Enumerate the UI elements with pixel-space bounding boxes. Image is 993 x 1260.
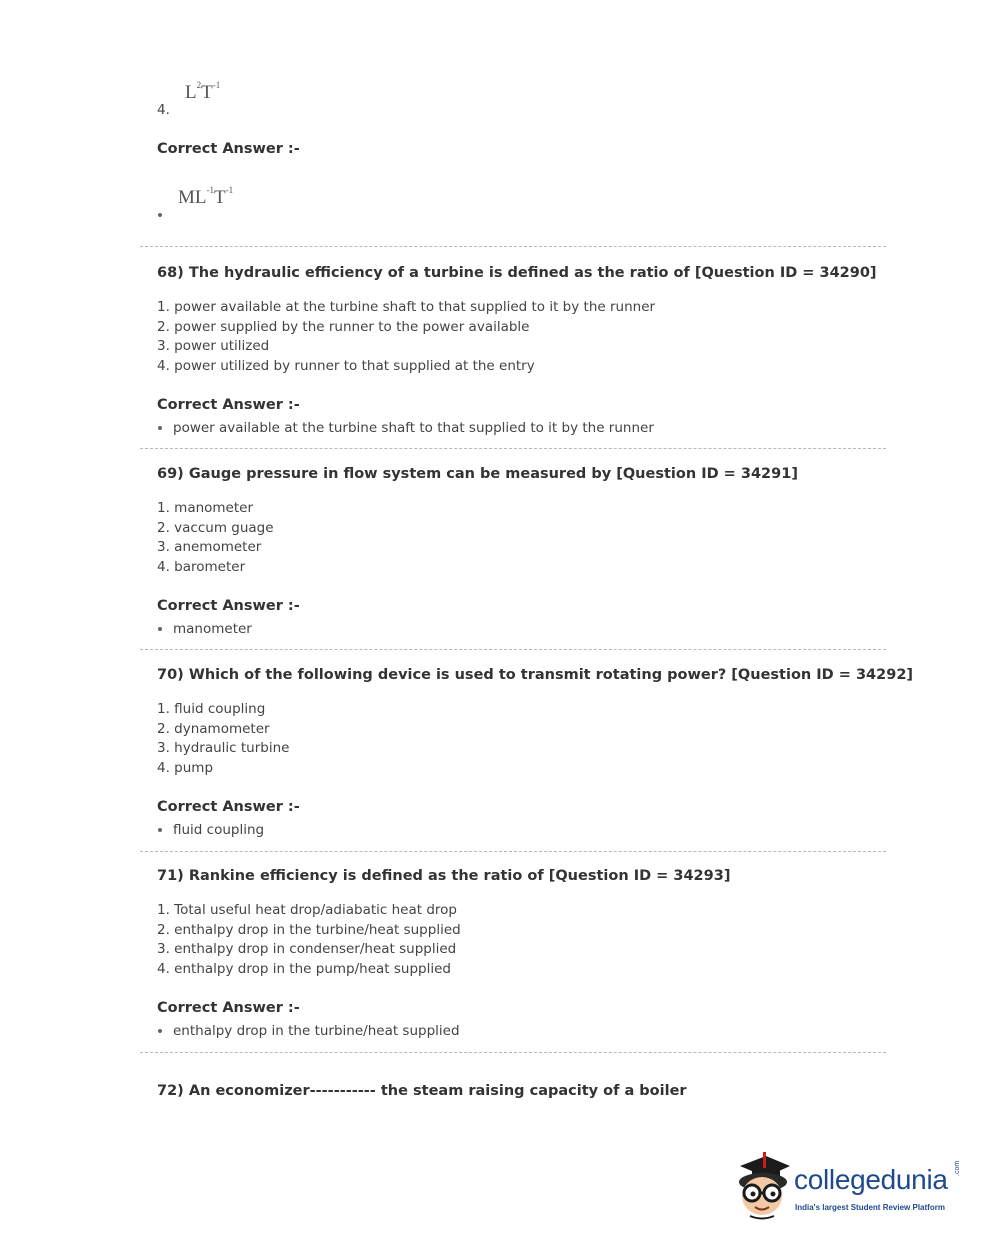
question-header: 71) Rankine efficiency is defined as the ratio of [Question ID = 34293]: [157, 868, 731, 884]
option-item: 2. power supplied by the runner to the power available: [157, 318, 530, 335]
question-divider: [140, 246, 886, 247]
answer-formula: $ML^{-1}T^{-1}$: [178, 185, 234, 208]
answer-bullet: [158, 213, 162, 217]
correct-answer: power available at the turbine shaft to that supplied to it by the runner: [157, 420, 654, 436]
question-divider: [140, 448, 886, 449]
question-header: 68) The hydraulic efficiency of a turbine is defined as the ratio of [Question ID = 34290]: [157, 265, 877, 281]
options-list: [157, 298, 655, 376]
option-item: 4. barometer: [157, 558, 246, 575]
options-list: [157, 499, 274, 577]
options-list: [157, 901, 461, 979]
option-item: 2. vaccum guage: [157, 519, 274, 536]
bullet-icon: [158, 426, 162, 430]
bullet-icon: [158, 1029, 162, 1033]
option-item: 4. power utilized by runner to that supplied at the entry: [157, 357, 535, 374]
option-item: 4. pump: [157, 759, 214, 776]
options-list: [157, 700, 289, 778]
option-item: 3. hydraulic turbine: [157, 740, 290, 757]
option-item: 1. Total useful heat drop/adiabatic heat drop: [157, 902, 457, 918]
option-item: 3. anemometer: [157, 539, 262, 556]
graduation-cap-mascot-icon: [732, 1150, 794, 1222]
option-4-number: 4.: [157, 102, 170, 118]
correct-answer-label: Correct Answer :-: [157, 1000, 300, 1016]
question-divider: [140, 1052, 886, 1053]
option-item: 1. power available at the turbine shaft to that supplied to it by the runner: [157, 299, 656, 315]
option-item: 1. fluid coupling: [157, 701, 266, 717]
bullet-icon: [158, 627, 162, 631]
option-item: 3. power utilized: [157, 338, 270, 355]
option-item: 4. enthalpy drop in the pump/heat supplied: [157, 960, 451, 977]
correct-answer: enthalpy drop in the turbine/heat supplied: [157, 1023, 460, 1039]
question-header: 70) Which of the following device is used to transmit rotating power? [Question ID = 34292]: [157, 667, 914, 683]
correct-answer-label: Correct Answer :-: [157, 141, 300, 157]
collegedunia-logo: [732, 1150, 962, 1225]
logo-wordmark: collegedunia: [794, 1164, 948, 1195]
bullet-icon: [158, 828, 162, 832]
logo-tagline: India's largest Student Review Platform: [795, 1203, 945, 1212]
option-item: 2. dynamometer: [157, 720, 270, 737]
correct-answer: fluid coupling: [157, 822, 264, 838]
option-item: 3. enthalpy drop in condenser/heat supplied: [157, 941, 457, 958]
correct-answer-label: Correct Answer :-: [157, 799, 300, 815]
question-header: 72) An economizer----------- the steam raising capacity of a boiler: [157, 1083, 687, 1099]
correct-answer-label: Correct Answer :-: [157, 397, 300, 413]
option-4-formula: $L^2T^{-1}$: [185, 80, 221, 103]
option-item: 1. manometer: [157, 500, 254, 516]
question-divider: [140, 649, 886, 650]
question-divider: [140, 851, 886, 852]
correct-answer-label: Correct Answer :-: [157, 598, 300, 614]
logo-suffix: .com: [954, 1160, 961, 1176]
question-header: 69) Gauge pressure in flow system can be measured by [Question ID = 34291]: [157, 466, 798, 482]
option-item: 2. enthalpy drop in the turbine/heat supplied: [157, 921, 461, 938]
correct-answer: manometer: [157, 621, 252, 637]
